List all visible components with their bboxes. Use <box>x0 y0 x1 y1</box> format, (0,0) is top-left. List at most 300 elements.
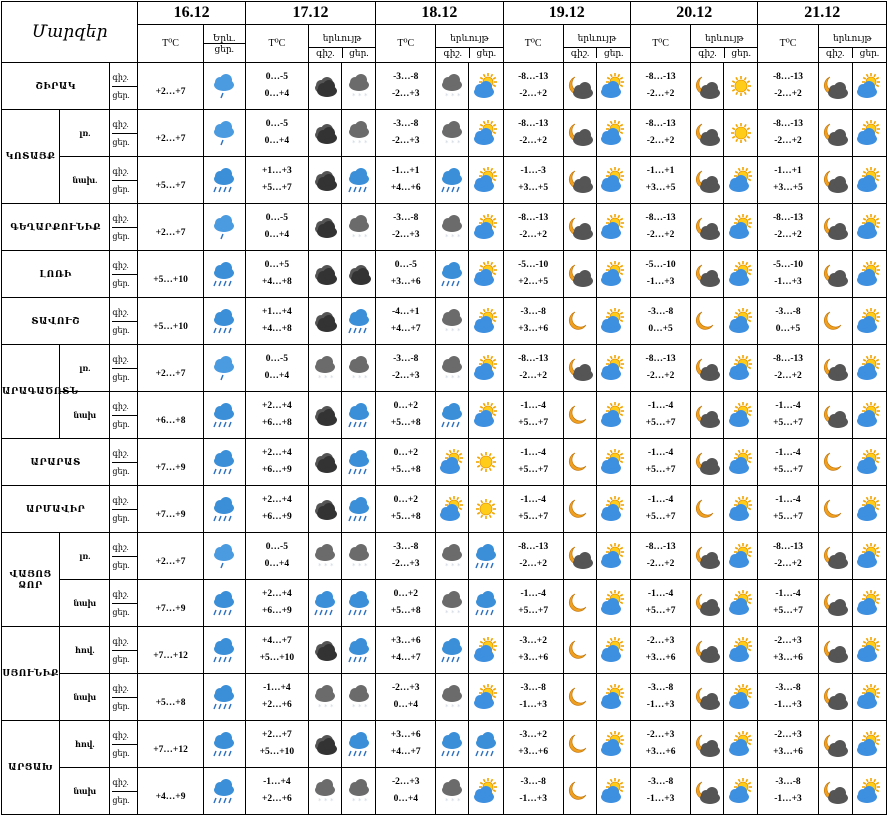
moon-icon <box>563 674 596 721</box>
svg-text:*: * <box>451 562 455 570</box>
table-row <box>2 110 887 157</box>
rain-icon <box>203 486 245 533</box>
rain-icon <box>308 580 341 627</box>
night-day-labels: գիշ. ցեր. <box>110 345 138 392</box>
temp-cell: -8…-13 -2…+2 <box>631 63 691 110</box>
sun-cloud-icon <box>436 439 469 486</box>
temp-header: T⁰C <box>631 25 691 63</box>
sun-cloud-icon <box>724 157 758 204</box>
temp-cell: +4…+9 <box>138 768 203 815</box>
cloud-icon <box>308 627 341 674</box>
subregion-label: լռ. <box>60 533 110 580</box>
moon-cloud-icon <box>818 580 852 627</box>
temp-cell: -3…-8 -1…+3 <box>503 674 563 721</box>
rain-icon <box>203 157 245 204</box>
moon-cloud-icon <box>691 63 724 110</box>
temp-cell: -3…-8 -2…+3 <box>376 110 436 157</box>
night-day-labels: գիշ. ցեր. <box>110 627 138 674</box>
sun-icon <box>724 63 758 110</box>
table-row <box>2 486 887 533</box>
svg-text:*: * <box>351 562 356 570</box>
moon-cloud-icon <box>563 204 596 251</box>
svg-text:*: * <box>451 797 455 805</box>
region-name: ԳԵՂԱՐՔՈՒՆԻՔ <box>2 204 110 251</box>
moon-cloud-icon <box>691 251 724 298</box>
temp-cell: -2…+3 0…+4 <box>376 674 436 721</box>
cloud-icon <box>308 157 341 204</box>
snow-icon <box>436 298 469 345</box>
sun-cloud-icon <box>469 674 503 721</box>
snow-icon <box>308 533 341 580</box>
sun-cloud-icon <box>724 345 758 392</box>
sun-cloud-icon <box>724 721 758 768</box>
temp-cell: +1…+3 +5…+7 <box>245 157 308 204</box>
svg-text:*: * <box>451 609 455 617</box>
moon-icon <box>563 392 596 439</box>
moon-cloud-icon <box>818 345 852 392</box>
rain-icon <box>203 251 245 298</box>
moon-cloud-icon <box>818 204 852 251</box>
moon-cloud-icon <box>818 721 852 768</box>
temp-cell: +3…+6 +4…+7 <box>376 627 436 674</box>
temp-cell: -4…+1 +4…+7 <box>376 298 436 345</box>
temp-cell: -1…-4 +5…+7 <box>631 439 691 486</box>
rain-icon <box>203 439 245 486</box>
table-row <box>2 204 887 251</box>
svg-text:*: * <box>445 703 449 711</box>
snow-rain-icon <box>203 63 245 110</box>
sun-cloud-icon <box>724 204 758 251</box>
moon-cloud-icon <box>818 533 852 580</box>
moon-cloud-icon <box>691 110 724 157</box>
sun-cloud-icon <box>596 63 630 110</box>
sun-cloud-icon <box>852 580 886 627</box>
temp-cell: -8…-13 -2…+2 <box>758 533 818 580</box>
temp-cell: -3…+2 +3…+6 <box>503 721 563 768</box>
temp-cell: 0…-5 0…+4 <box>245 345 308 392</box>
date-header: 21.12 <box>758 2 887 25</box>
sun-cloud-icon <box>469 627 503 674</box>
svg-text:*: * <box>457 703 461 711</box>
region-name: ԿՈՏԱՅՔ <box>2 110 60 204</box>
svg-text:*: * <box>357 562 362 570</box>
temp-cell: -1…-4 +5…+7 <box>503 392 563 439</box>
temp-header: T⁰C <box>138 25 203 63</box>
snow-icon <box>308 768 341 815</box>
temp-cell: -3…+2 +3…+6 <box>503 627 563 674</box>
sun-cloud-icon <box>724 533 758 580</box>
region-name: ԱՐԱԳԱԾՈՏՆ <box>2 345 60 439</box>
svg-text:*: * <box>451 233 455 241</box>
temp-cell: -8…-13 -2…+2 <box>631 345 691 392</box>
sun-cloud-icon <box>469 298 503 345</box>
moon-cloud-icon <box>691 768 724 815</box>
moon-cloud-icon <box>818 674 852 721</box>
date-header: 18.12 <box>376 2 503 25</box>
temp-cell: +7…+12 <box>138 627 203 674</box>
sun-cloud-icon <box>436 486 469 533</box>
temp-cell: -2…+3 +3…+6 <box>631 721 691 768</box>
temp-cell: -3…-8 +3…+6 <box>503 298 563 345</box>
moon-cloud-icon <box>691 627 724 674</box>
rain-icon <box>436 157 469 204</box>
svg-text:*: * <box>351 797 356 805</box>
rain-icon <box>203 674 245 721</box>
sun-cloud-icon <box>469 204 503 251</box>
night-day-labels: գիշ. ցեր. <box>110 768 138 815</box>
svg-text:*: * <box>357 797 362 805</box>
sun-cloud-icon <box>596 533 630 580</box>
svg-text:*: * <box>216 232 220 240</box>
svg-text:*: * <box>318 562 322 570</box>
sun-cloud-icon <box>596 392 630 439</box>
sun-cloud-icon <box>469 110 503 157</box>
sun-cloud-icon <box>724 439 758 486</box>
temp-cell: -8…-13 -2…+2 <box>631 533 691 580</box>
sun-cloud-icon <box>596 627 630 674</box>
svg-text:*: * <box>457 139 461 147</box>
sun-cloud-icon <box>469 345 503 392</box>
svg-text:*: * <box>445 233 449 241</box>
temp-header: T⁰C <box>245 25 308 63</box>
night-day-labels: գիշ. ցեր. <box>110 674 138 721</box>
temp-cell: -1…-4 +5…+7 <box>758 439 818 486</box>
table-row <box>2 627 887 674</box>
svg-text:*: * <box>457 609 461 617</box>
sun-cloud-icon <box>724 298 758 345</box>
snow-rain-icon <box>203 110 245 157</box>
temp-cell: 0…+2 +5…+8 <box>376 392 436 439</box>
temp-cell: -3…-8 -2…+3 <box>376 63 436 110</box>
sun-cloud-icon <box>724 768 758 815</box>
svg-text:*: * <box>457 562 461 570</box>
cloud-icon <box>308 486 341 533</box>
moon-icon <box>691 486 724 533</box>
sun-cloud-icon <box>852 298 886 345</box>
sun-cloud-icon <box>852 157 886 204</box>
table-row <box>2 674 887 721</box>
svg-text:*: * <box>451 374 455 382</box>
svg-text:*: * <box>324 797 328 805</box>
cloud-icon <box>308 63 341 110</box>
rain-icon <box>469 580 503 627</box>
snow-icon <box>436 345 469 392</box>
moon-icon <box>563 721 596 768</box>
sun-cloud-icon <box>852 674 886 721</box>
sun-cloud-icon <box>852 627 886 674</box>
svg-text:*: * <box>445 609 449 617</box>
sun-cloud-icon <box>596 721 630 768</box>
temp-cell: -1…-4 +5…+7 <box>631 392 691 439</box>
table-row <box>2 345 887 392</box>
temp-cell: +3…+6 +4…+7 <box>376 721 436 768</box>
temp-cell: -3…-8 -2…+3 <box>376 204 436 251</box>
subregion-label: նախ <box>60 674 110 721</box>
temp-cell: -2…+3 +3…+6 <box>758 721 818 768</box>
temp-cell: -8…-13 -2…+2 <box>503 533 563 580</box>
rain-icon <box>436 721 469 768</box>
temp-cell: -3…-8 -1…+3 <box>758 674 818 721</box>
svg-text:*: * <box>363 703 368 711</box>
sun-cloud-icon <box>596 768 630 815</box>
temp-cell: +1…+4 +4…+8 <box>245 298 308 345</box>
table-row <box>2 392 887 439</box>
sun-cloud-icon <box>596 486 630 533</box>
temp-cell: +2…+7 <box>138 204 203 251</box>
temp-cell: -2…+3 +3…+6 <box>758 627 818 674</box>
sun-cloud-icon <box>596 439 630 486</box>
sun-cloud-icon <box>852 439 886 486</box>
svg-text:*: * <box>363 139 368 147</box>
svg-text:*: * <box>363 562 368 570</box>
sun-cloud-icon <box>596 580 630 627</box>
night-day-labels: գիշ. ցեր. <box>110 580 138 627</box>
table-row <box>2 580 887 627</box>
rain-icon <box>342 439 376 486</box>
svg-text:*: * <box>363 92 368 100</box>
snow-icon <box>436 204 469 251</box>
moon-cloud-icon <box>818 157 852 204</box>
temp-cell: +7…+12 <box>138 721 203 768</box>
temp-cell: +6…+8 <box>138 392 203 439</box>
snow-icon <box>436 110 469 157</box>
temp-cell: -3…-8 -1…+3 <box>631 768 691 815</box>
subregion-label: նախ <box>60 580 110 627</box>
cloud-icon <box>308 204 341 251</box>
rain-icon <box>342 298 376 345</box>
svg-text:*: * <box>227 91 231 99</box>
temp-cell: +7…+9 <box>138 439 203 486</box>
table-row <box>2 533 887 580</box>
date-header: 17.12 <box>245 2 375 25</box>
moon-icon <box>563 768 596 815</box>
temp-cell: -1…-4 +5…+7 <box>503 486 563 533</box>
sun-cloud-icon <box>469 768 503 815</box>
region-name: ՇԻՐԱԿ <box>2 63 110 110</box>
temp-cell: +5…+10 <box>138 251 203 298</box>
moon-cloud-icon <box>691 674 724 721</box>
phenomenon-header: երևույթ գիշ. ցեր. <box>436 25 503 63</box>
svg-text:*: * <box>351 703 356 711</box>
table-row <box>2 157 887 204</box>
svg-text:*: * <box>451 327 455 335</box>
phenomenon-header: երևույթ գիշ. ցեր. <box>818 25 886 63</box>
temp-cell: -1…+1 +3…+5 <box>631 157 691 204</box>
date-header: 16.12 <box>138 2 245 25</box>
subregion-label: նախ <box>60 768 110 815</box>
temp-cell: -1…-4 +5…+7 <box>631 486 691 533</box>
moon-cloud-icon <box>818 392 852 439</box>
temp-cell: +4…+7 +5…+10 <box>245 627 308 674</box>
temp-cell: -3…-8 0…+5 <box>758 298 818 345</box>
sun-cloud-icon <box>852 533 886 580</box>
snow-icon <box>342 63 376 110</box>
svg-text:*: * <box>324 374 328 382</box>
svg-text:*: * <box>324 703 328 711</box>
rain-icon <box>203 298 245 345</box>
temp-cell: -1…-4 +5…+7 <box>758 486 818 533</box>
sun-cloud-icon <box>852 768 886 815</box>
sun-icon <box>469 486 503 533</box>
cloud-icon <box>308 439 341 486</box>
temp-cell: -8…-13 -2…+2 <box>503 345 563 392</box>
table-row <box>2 251 887 298</box>
forecast-table <box>1 1 887 815</box>
moon-cloud-icon <box>691 721 724 768</box>
sun-cloud-icon <box>852 204 886 251</box>
snow-icon <box>342 768 376 815</box>
temp-cell: +2…+7 +5…+10 <box>245 721 308 768</box>
svg-text:*: * <box>216 373 220 381</box>
night-day-labels: գիշ. ցեր. <box>110 392 138 439</box>
rain-icon <box>342 580 376 627</box>
temp-cell: -3…-8 -1…+3 <box>631 674 691 721</box>
temp-cell: -2…+3 +3…+6 <box>631 627 691 674</box>
temp-cell: -1…-3 +3…+5 <box>503 157 563 204</box>
subregion-label: նախ. <box>60 157 110 204</box>
svg-text:*: * <box>445 139 449 147</box>
moon-cloud-icon <box>818 768 852 815</box>
temp-cell: -1…+4 +2…+6 <box>245 674 308 721</box>
temp-cell: -8…-13 -2…+2 <box>503 204 563 251</box>
temp-cell: +2…+7 <box>138 345 203 392</box>
cloud-icon <box>308 251 341 298</box>
svg-text:*: * <box>357 139 362 147</box>
night-day-labels: գիշ. ցեր. <box>110 204 138 251</box>
cloud-icon <box>308 298 341 345</box>
rain-icon <box>342 486 376 533</box>
cloud-icon <box>308 392 341 439</box>
snow-icon <box>342 110 376 157</box>
svg-text:*: * <box>363 374 368 382</box>
temp-cell: -5…-10 -1…+3 <box>758 251 818 298</box>
svg-text:*: * <box>357 92 362 100</box>
moon-cloud-icon <box>818 110 852 157</box>
rain-icon <box>436 251 469 298</box>
region-name: ԱՐԱՐԱՏ <box>2 439 110 486</box>
moon-cloud-icon <box>691 439 724 486</box>
temp-cell: -3…-8 0…+5 <box>631 298 691 345</box>
snow-icon <box>342 204 376 251</box>
temp-cell: -1…-4 +5…+7 <box>503 580 563 627</box>
date-header: 20.12 <box>631 2 758 25</box>
phenomenon-header: երևույթ գիշ. ցեր. <box>563 25 630 63</box>
rain-icon <box>436 627 469 674</box>
moon-cloud-icon <box>691 392 724 439</box>
sun-cloud-icon <box>469 251 503 298</box>
night-day-labels: գիշ. ցեր. <box>110 157 138 204</box>
moon-cloud-icon <box>691 533 724 580</box>
region-name: ԱՐՄԱՎԻՐ <box>2 486 110 533</box>
sun-cloud-icon <box>596 298 630 345</box>
sun-cloud-icon <box>852 345 886 392</box>
svg-text:*: * <box>318 703 322 711</box>
sun-cloud-icon <box>596 674 630 721</box>
temp-cell: +2…+7 <box>138 110 203 157</box>
sun-cloud-icon <box>469 63 503 110</box>
moon-icon <box>563 298 596 345</box>
subregion-label: նախ <box>60 392 110 439</box>
table-row <box>2 298 887 345</box>
night-day-labels: գիշ. ցեր. <box>110 721 138 768</box>
temp-cell: -1…-4 +5…+7 <box>503 439 563 486</box>
moon-icon <box>563 580 596 627</box>
svg-text:*: * <box>445 92 449 100</box>
rain-icon <box>342 721 376 768</box>
temp-cell: -8…-13 -2…+2 <box>758 345 818 392</box>
rain-icon <box>203 721 245 768</box>
svg-text:*: * <box>330 562 334 570</box>
temp-cell: -8…-13 -2…+2 <box>503 63 563 110</box>
sun-cloud-icon <box>724 580 758 627</box>
svg-text:*: * <box>324 562 328 570</box>
sun-cloud-icon <box>596 251 630 298</box>
svg-text:*: * <box>445 327 449 335</box>
temp-cell: 0…+2 +5…+8 <box>376 580 436 627</box>
night-day-labels: գիշ. ցեր. <box>110 486 138 533</box>
moon-cloud-icon <box>818 627 852 674</box>
sun-cloud-icon <box>469 392 503 439</box>
temp-cell: +2…+4 +6…+9 <box>245 580 308 627</box>
moon-cloud-icon <box>563 251 596 298</box>
temp-cell: +2…+7 <box>138 63 203 110</box>
sun-cloud-icon <box>852 721 886 768</box>
sun-cloud-icon <box>852 63 886 110</box>
temp-cell: -1…+1 +3…+5 <box>758 157 818 204</box>
svg-text:*: * <box>451 92 455 100</box>
svg-text:*: * <box>457 327 461 335</box>
moon-cloud-icon <box>563 110 596 157</box>
phenomenon-header: երևույթ գիշ. ցեր. <box>691 25 758 63</box>
rain-icon <box>203 627 245 674</box>
moon-cloud-icon <box>691 157 724 204</box>
table-row <box>2 63 887 110</box>
region-name: ԱՐՑԱԽ <box>2 721 60 815</box>
sun-cloud-icon <box>724 627 758 674</box>
moon-icon <box>818 298 852 345</box>
temp-cell: 0…-5 0…+4 <box>245 63 308 110</box>
svg-text:*: * <box>445 562 449 570</box>
svg-text:*: * <box>451 703 455 711</box>
temp-cell: -1…-4 +5…+7 <box>758 580 818 627</box>
temp-cell: 0…+2 +5…+8 <box>376 486 436 533</box>
rain-icon <box>469 533 503 580</box>
snow-rain-icon <box>203 204 245 251</box>
sun-cloud-icon <box>724 251 758 298</box>
regions-header: Մարզեր <box>2 2 138 63</box>
moon-cloud-icon <box>563 157 596 204</box>
temp-cell: -3…-8 -1…+3 <box>758 768 818 815</box>
sun-cloud-icon <box>596 204 630 251</box>
moon-icon <box>563 486 596 533</box>
snow-icon <box>342 533 376 580</box>
temp-header: T⁰C <box>503 25 563 63</box>
svg-text:*: * <box>457 374 461 382</box>
night-day-labels: գիշ. ցեր. <box>110 439 138 486</box>
rain-icon <box>469 721 503 768</box>
svg-text:*: * <box>227 232 231 240</box>
temp-cell: 0…-5 +3…+6 <box>376 251 436 298</box>
phenomenon-header: երևույթ գիշ. ցեր. <box>308 25 375 63</box>
snow-icon <box>308 345 341 392</box>
svg-text:*: * <box>330 374 334 382</box>
moon-icon <box>563 439 596 486</box>
svg-text:*: * <box>363 233 368 241</box>
temp-cell: 0…-5 0…+4 <box>245 533 308 580</box>
temp-cell: -3…-8 -1…+3 <box>503 768 563 815</box>
sun-icon <box>469 439 503 486</box>
temp-cell: -8…-13 -2…+2 <box>758 204 818 251</box>
